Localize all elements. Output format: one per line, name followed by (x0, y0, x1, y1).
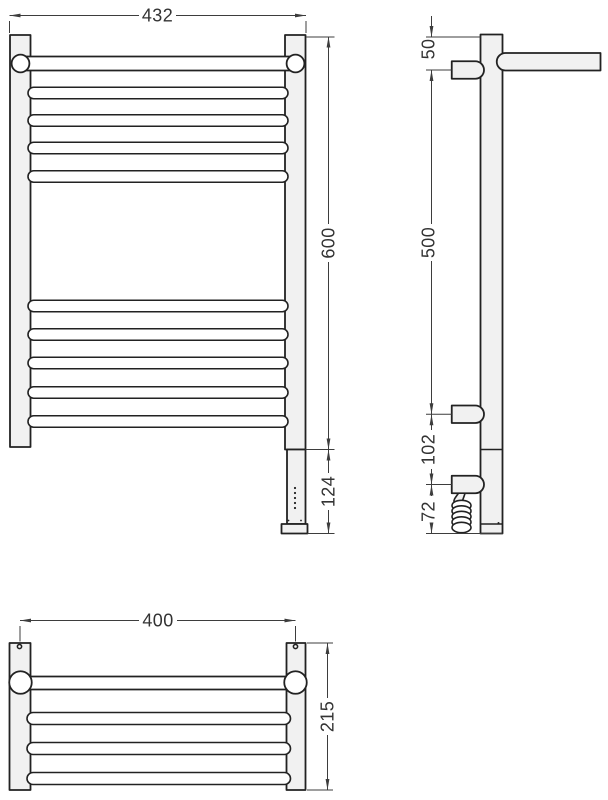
top-view-rail (27, 743, 291, 755)
top-right-screw-hole (293, 644, 297, 648)
side-lower-wall-bracket (452, 406, 484, 424)
top-left-screw-hole (17, 644, 21, 648)
front-rail (28, 300, 288, 312)
dim-side-element-to-end-label: 72 (418, 501, 439, 522)
dim-top-depth-label: 215 (317, 700, 338, 733)
front-rail (28, 87, 288, 99)
side-indicator-dot (498, 522, 500, 524)
side-post (481, 35, 503, 534)
dim-side-top-offset-label: 50 (418, 38, 439, 60)
top-right-escutcheon (284, 671, 307, 694)
front-heater-cap (282, 524, 308, 534)
front-right-collar (287, 55, 305, 73)
dim-front-height-label: 600 (318, 227, 339, 259)
front-right-post (285, 35, 306, 450)
side-upper-wall-bracket (452, 61, 484, 79)
dim-top-mounting-width-label: 400 (142, 610, 174, 631)
front-left-collar (12, 55, 30, 73)
top-view-rail (27, 713, 291, 725)
top-view-rail (27, 773, 291, 785)
front-rail (28, 171, 288, 183)
top-front-rail (21, 677, 296, 690)
front-left-post (10, 35, 31, 447)
front-rail (28, 387, 288, 399)
front-heater-body (287, 450, 306, 525)
dim-side-bracket-spacing-label: 500 (418, 226, 439, 259)
front-rail (28, 416, 288, 428)
cable-coil-loop (452, 522, 471, 532)
side-top-rail (497, 53, 601, 71)
dim-front-width-label: 432 (141, 5, 174, 26)
front-rail (28, 329, 288, 341)
front-rail (28, 142, 288, 154)
dim-side-bracket-to-element-label: 102 (418, 433, 439, 466)
side-heating-element (452, 476, 484, 494)
front-top-rail (21, 57, 296, 71)
front-rail (28, 357, 288, 369)
front-rail (28, 115, 288, 127)
top-left-escutcheon (9, 671, 32, 694)
dim-front-heater-label: 124 (318, 475, 339, 508)
